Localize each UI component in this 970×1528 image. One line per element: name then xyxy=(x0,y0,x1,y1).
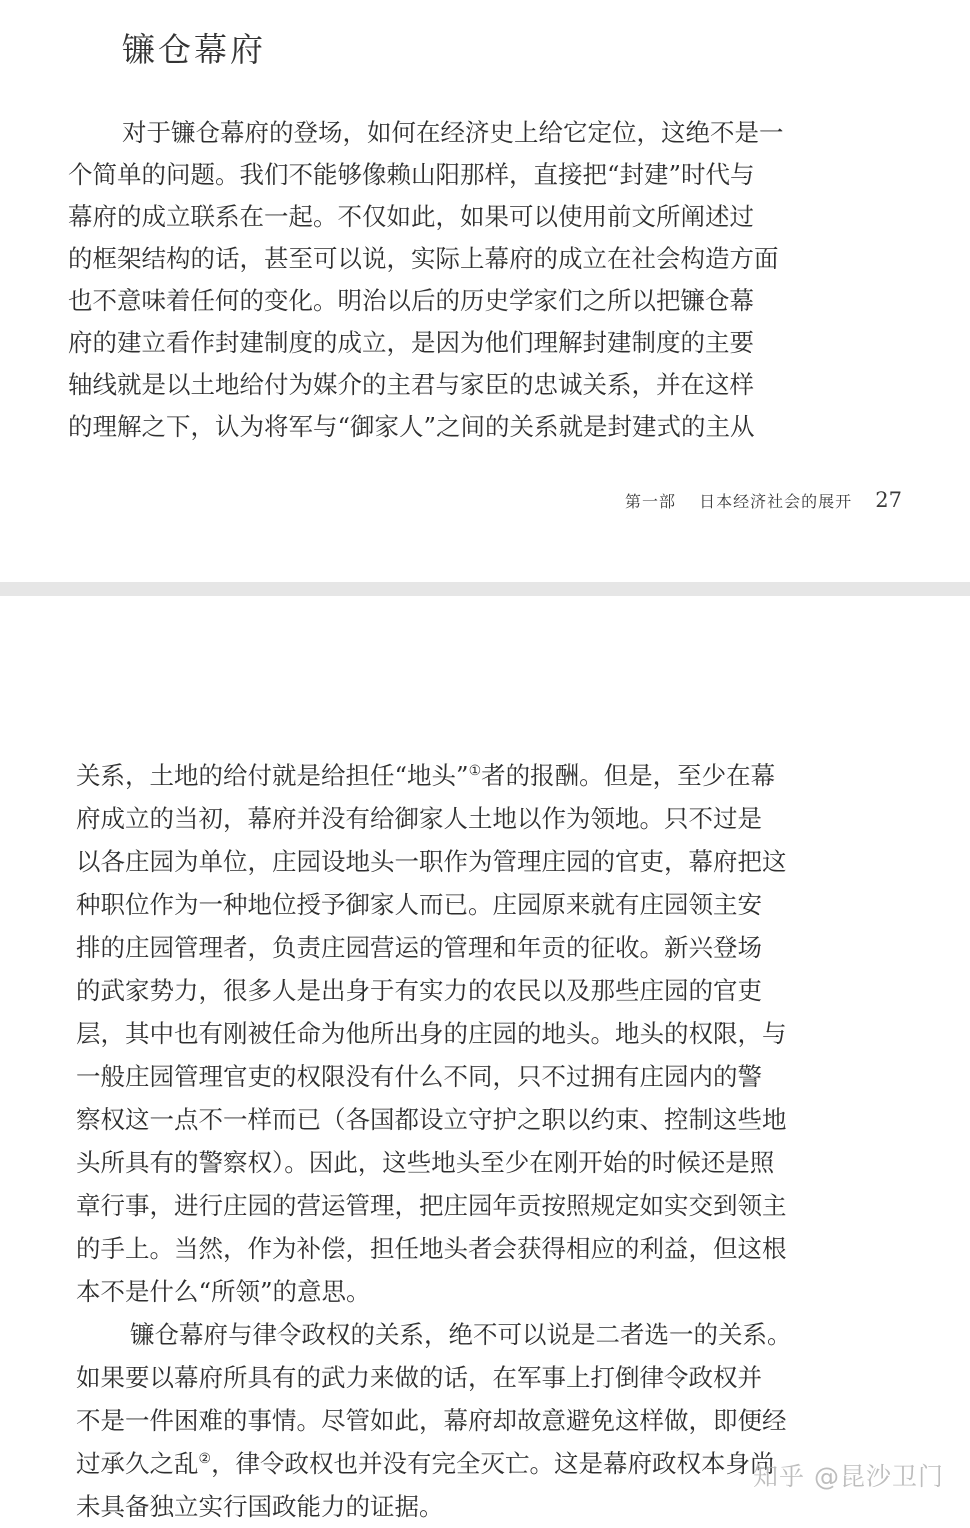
page-footer xyxy=(625,488,902,512)
text-segment: 关系，土地的给付就是给担任“地头” xyxy=(76,761,469,790)
page-separator xyxy=(0,582,970,596)
text-line: 镰仓幕府与律令政权的关系，绝不可以说是二者选一的关系。 xyxy=(130,1320,792,1349)
text-segment: ，律令政权也并没有完全灭亡。这是幕府政权本身尚 xyxy=(211,1449,775,1478)
text-line: 章行事，进行庄园的营运管理，把庄园年贡按照规定如实交到领主 xyxy=(76,1191,787,1220)
text-line xyxy=(76,1442,841,1485)
footer-part-label: 第一部 xyxy=(625,492,677,511)
text-line: 不是一件困难的事情。尽管如此，幕府却故意避免这样做，即便经 xyxy=(76,1406,787,1435)
text-line: 以各庄园为单位，庄园设地头一职作为管理庄园的官吏，幕府把这 xyxy=(76,847,787,876)
text-segment: 过承久之乱 xyxy=(76,1449,199,1478)
upper-paragraph xyxy=(68,112,833,448)
lower-text-block xyxy=(76,754,841,1528)
text-line: 未具备独立实行国政能力的证据。 xyxy=(76,1492,444,1521)
page-number: 27 xyxy=(875,488,902,512)
text-line: 头所具有的警察权）。因此，这些地头至少在刚开始的时候还是照 xyxy=(76,1148,775,1177)
text-line: 层，其中也有刚被任命为他所出身的庄园的地头。地头的权限，与 xyxy=(76,1019,787,1048)
text-line: 的理解之下，认为将军与“御家人”之间的关系就是封建式的主从 xyxy=(68,412,755,441)
text-line: 如果要以幕府所具有的武力来做的话，在军事上打倒律令政权并 xyxy=(76,1363,762,1392)
text-line xyxy=(76,754,841,797)
text-line: 也不意味着任何的变化。明治以后的历史学家们之所以把镰仓幕 xyxy=(68,286,754,315)
upper-book-page xyxy=(0,0,970,582)
text-line: 的框架结构的话，甚至可以说，实际上幕府的成立在社会构造方面 xyxy=(68,244,779,273)
text-line: 个简单的问题。我们不能够像赖山阳那样，直接把“封建”时代与 xyxy=(68,160,755,189)
source-watermark: 知乎 @昆沙卫门 xyxy=(753,1462,944,1491)
text-line: 轴线就是以土地给付为媒介的主君与家臣的忠诚关系，并在这样 xyxy=(68,370,754,399)
text-line: 种职位作为一种地位授予御家人而已。庄园原来就有庄园领主安 xyxy=(76,890,762,919)
footnote-marker[interactable]: ① xyxy=(468,763,482,779)
text-line: 的武家势力，很多人是出身于有实力的农民以及那些庄园的官吏 xyxy=(76,976,762,1005)
text-line: 的手上。当然，作为补偿，担任地头者会获得相应的利益，但这根 xyxy=(76,1234,787,1263)
text-line: 府成立的当初，幕府并没有给御家人土地以作为领地。只不过是 xyxy=(76,804,762,833)
text-line: 察权这一点不一样而已（各国都设立守护之职以约束、控制这些地 xyxy=(76,1105,787,1134)
text-line: 幕府的成立联系在一起。不仅如此，如果可以使用前文所阐述过 xyxy=(68,202,754,231)
text-line: 对于镰仓幕府的登场，如何在经济史上给它定位，这绝不是一 xyxy=(122,118,784,147)
lower-book-page xyxy=(0,596,970,1523)
text-line: 府的建立看作封建制度的成立，是因为他们理解封建制度的主要 xyxy=(68,328,754,357)
text-line: 本不是什么“所领”的意思。 xyxy=(76,1277,371,1306)
footnote-marker[interactable]: ② xyxy=(198,1451,212,1467)
text-segment: 者的报酬。但是，至少在幕 xyxy=(481,761,776,790)
text-line: 排的庄园管理者，负责庄园营运的管理和年贡的征收。新兴登场 xyxy=(76,933,762,962)
text-line: 一般庄园管理官吏的权限没有什么不同，只不过拥有庄园内的警 xyxy=(76,1062,762,1091)
footer-chapter-title: 日本经济社会的展开 xyxy=(699,492,853,511)
section-heading: 镰仓幕府 xyxy=(122,30,266,69)
